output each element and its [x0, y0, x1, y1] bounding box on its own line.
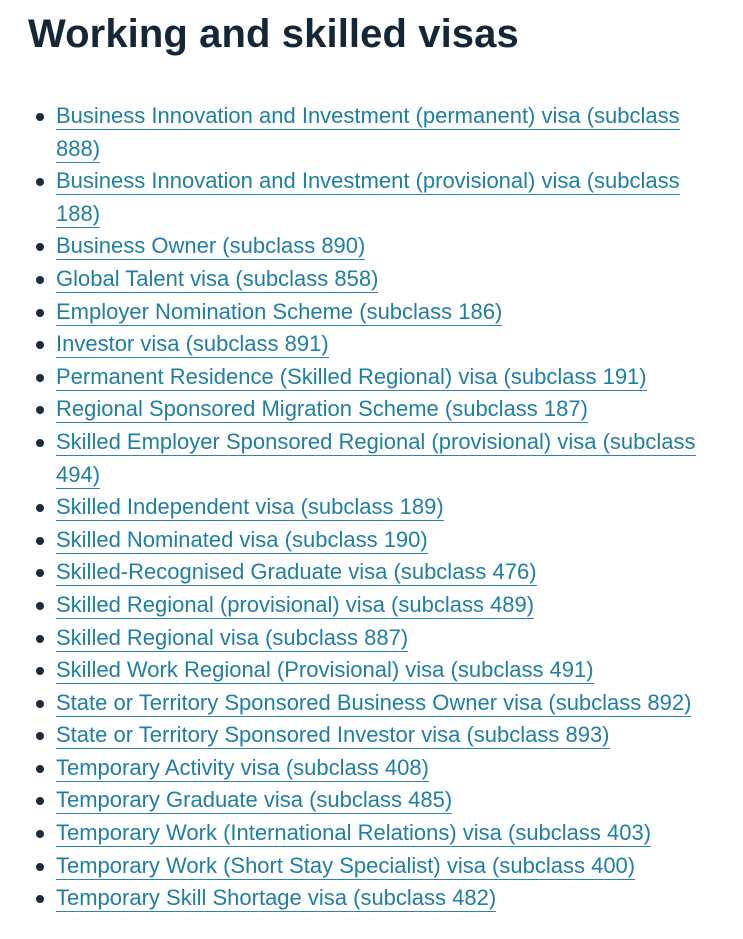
list-item [56, 296, 713, 329]
list-item [56, 719, 713, 752]
bullet-icon [36, 635, 44, 643]
visa-link[interactable]: Investor visa (subclass 891) [56, 331, 329, 357]
list-item [56, 687, 713, 720]
bullet-icon [36, 504, 44, 512]
bullet-icon [36, 602, 44, 610]
list-item [56, 784, 713, 817]
visa-link[interactable]: Skilled Regional visa (subclass 887) [56, 624, 409, 650]
list-item [56, 589, 713, 622]
visa-link[interactable]: Permanent Residence (Skilled Regional) visa (subclass 191) [56, 363, 647, 389]
visa-link[interactable]: Regional Sponsored Migration Scheme (subclass 187) [56, 396, 588, 422]
list-item [56, 263, 713, 296]
visa-link[interactable]: Temporary Graduate visa (subclass 485) [56, 787, 453, 813]
visa-link[interactable]: Temporary Activity visa (subclass 408) [56, 754, 429, 780]
bullet-icon [36, 830, 44, 838]
bullet-icon [36, 178, 44, 186]
bullet-icon [36, 439, 44, 447]
bullet-icon [36, 309, 44, 317]
list-item [56, 882, 713, 915]
visa-link[interactable]: Temporary Skill Shortage visa (subclass 482) [56, 885, 497, 911]
bullet-icon [36, 569, 44, 577]
bullet-icon [36, 667, 44, 675]
bullet-icon [36, 732, 44, 740]
list-item [56, 752, 713, 785]
bullet-icon [36, 276, 44, 284]
list-item [56, 328, 713, 361]
visa-link[interactable]: Skilled Employer Sponsored Regional (provisional) visa (subclass 494) [56, 428, 696, 487]
page-title: Working and skilled visas [28, 12, 519, 56]
list-item [56, 230, 713, 263]
list-item [56, 850, 713, 883]
bullet-icon [36, 765, 44, 773]
bullet-icon [36, 406, 44, 414]
visa-link[interactable]: Skilled Independent visa (subclass 189) [56, 494, 444, 520]
visa-link[interactable]: State or Territory Sponsored Investor visa (subclass 893) [56, 722, 610, 748]
list-item [56, 100, 713, 165]
list-item [56, 556, 713, 589]
bullet-icon [36, 537, 44, 545]
visa-link[interactable]: Business Owner (subclass 890) [56, 233, 366, 259]
bullet-icon [36, 374, 44, 382]
visa-link[interactable]: Temporary Work (International Relations) visa (subclass 403) [56, 820, 652, 846]
bullet-icon [36, 243, 44, 251]
list-item [56, 426, 713, 491]
visa-link[interactable]: Business Innovation and Investment (provisional) visa (subclass 188) [56, 168, 680, 226]
list-item [56, 524, 713, 557]
visa-link[interactable]: Global Talent visa (subclass 858) [56, 265, 379, 291]
visa-link[interactable]: Business Innovation and Investment (permanent) visa (subclass 888) [56, 103, 680, 161]
bullet-icon [36, 797, 44, 805]
list-item [56, 654, 713, 687]
visa-link[interactable]: State or Territory Sponsored Business Owner visa (subclass 892) [56, 689, 692, 715]
bullet-icon [36, 341, 44, 349]
list-item [56, 393, 713, 426]
list-item [56, 622, 713, 655]
list-item [56, 491, 713, 524]
visa-list [28, 100, 713, 915]
list-item [56, 165, 713, 230]
bullet-icon [36, 700, 44, 708]
visa-link[interactable]: Skilled Regional (provisional) visa (subclass 489) [56, 591, 535, 617]
visa-link[interactable]: Temporary Work (Short Stay Specialist) visa (subclass 400) [56, 852, 636, 878]
bullet-icon [36, 113, 44, 121]
list-item [56, 817, 713, 850]
visa-link[interactable]: Employer Nomination Scheme (subclass 186) [56, 298, 503, 324]
visa-link[interactable]: Skilled Work Regional (Provisional) visa (subclass 491) [56, 657, 594, 683]
bullet-icon [36, 863, 44, 871]
visa-link[interactable]: Skilled-Recognised Graduate visa (subclass 476) [56, 559, 537, 585]
list-item [56, 361, 713, 394]
bullet-icon [36, 895, 44, 903]
visa-link[interactable]: Skilled Nominated visa (subclass 190) [56, 526, 428, 552]
